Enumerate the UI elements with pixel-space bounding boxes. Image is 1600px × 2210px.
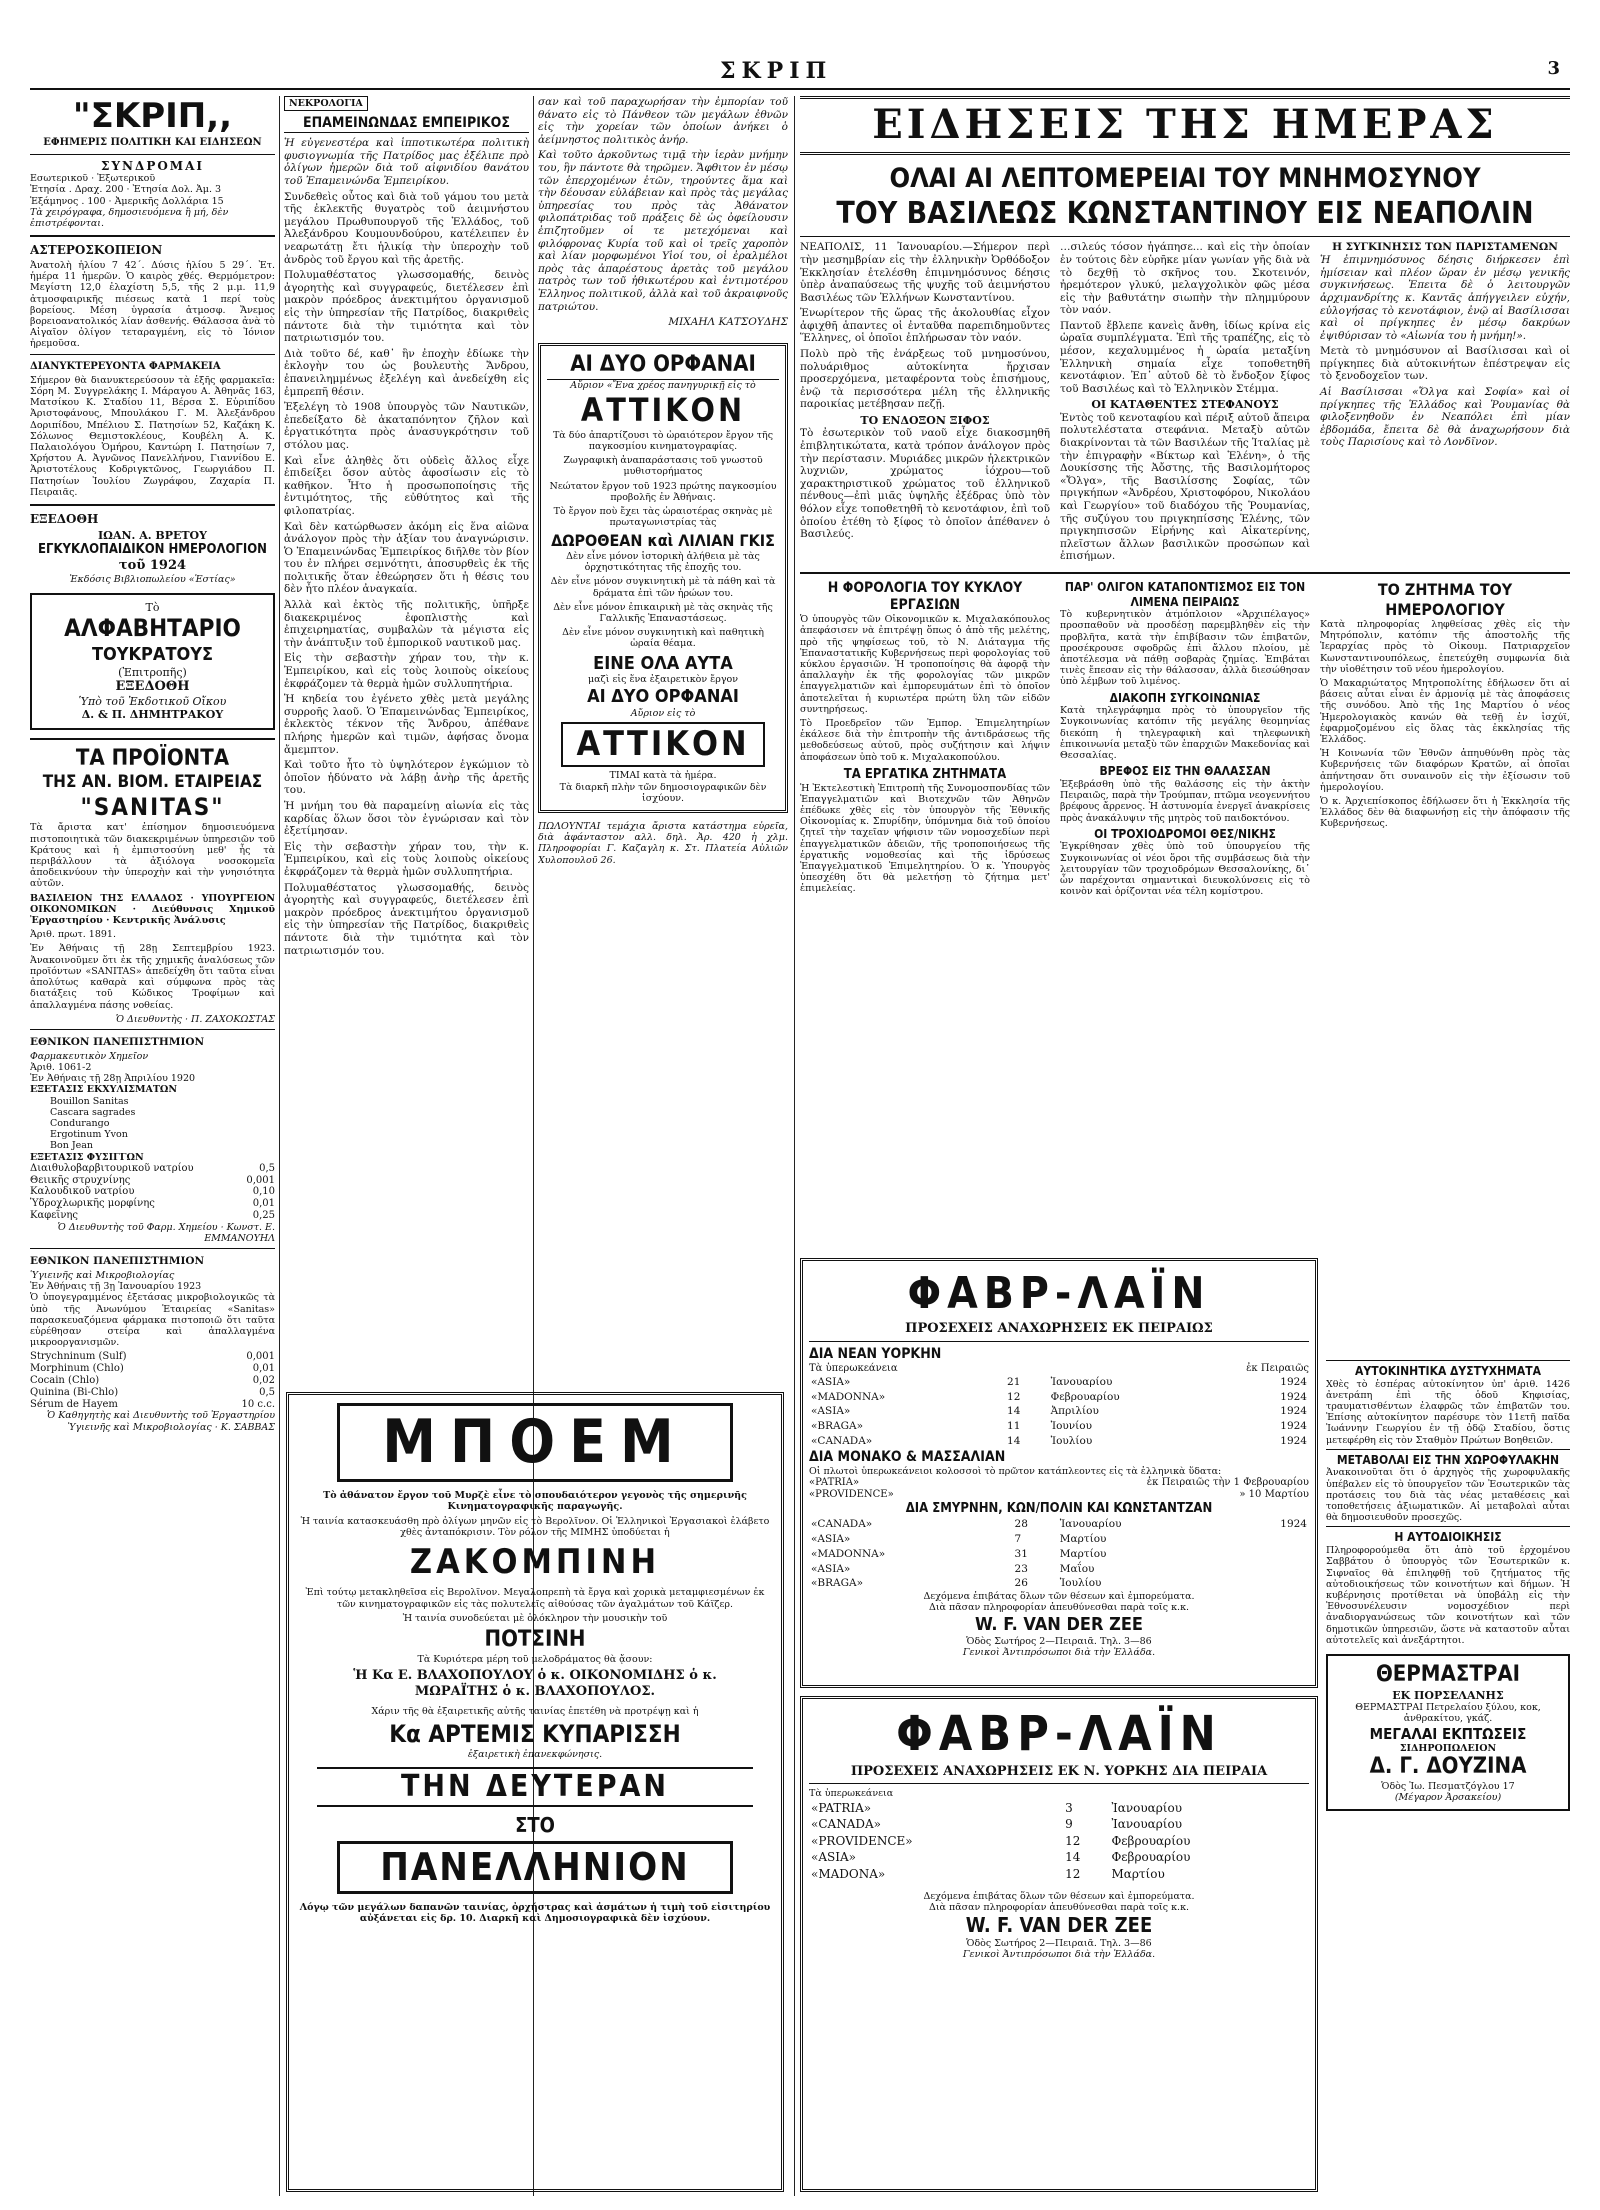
fabre2-addr: Ὁδὸς Σωτήρος 2—Πειραιᾶ. Τηλ. 3—86 — [966, 1937, 1152, 1949]
attikon-title: ΑΙ ΔΥΟ ΟΡΦΑΝΑΙ — [547, 352, 779, 380]
cal-para: Ἡ Κοινωνία τῶν Ἐθνῶν ἀπηυθύνθη πρὸς τὰς Κυβερνήσεις τῶν διαφόρων Κρατῶν, αἱ ὁποῖαι ἀπήντησαν ὅτι συναινοῦν εἰς τὴν ἐξίσωσιν τοῦ ἡμερολογίου. — [1320, 748, 1570, 793]
published-year: τοῦ 1924 — [118, 557, 187, 573]
boem-singers1: Ἡ Κα Ε. ΒΛΑΧΟΠΟΥΛΟΥ ὁ κ. ΟΙΚΟΝΟΜΙΔΗΣ ὁ κ. — [353, 1668, 717, 1684]
auto-text: Πληροφορούμεθα ὅτι ἀπὸ τοῦ ἐρχομένου Σαββάτου ὁ ὑπουργὸς τῶν Ἐσωτερικῶν κ. Σιφναῖος θὰ ἐπιληφθῇ τοῦ ζητήματος τῆς αὐτοδιοικήσεως τῶν κοινοτήτων καὶ δήμων. Ἡ κυβέρνησις προτίθεται νὰ ὑποβάλῃ εἰς τὴν Ἐθνοσυνέλευσιν νομοσχέδιον περὶ ἀναδιοργανώσεως τῶν κοινοτήτων καὶ τῶν δημοτικῶν ὑπηρεσιῶν, ὥστε νὰ καταστοῦν αὗται αὐτοτελεῖς καὶ ἀνεξάρτητοι. — [1326, 1545, 1570, 1646]
work-text: Ἡ Ἐκτελεστικὴ Ἐπιτροπὴ τῆς Συνομοσπονδίας τῶν Ἐπαγγελματιῶν καὶ Βιοτεχνῶν τῶν Ἀθηνῶν ἐπέδωκε χθὲς εἰς τὸν ὑπουργὸν τῆς Ἐθνικῆς Οἰκονομίας κ. Σπυρίδην, ὑπόμνημα διὰ τοῦ ὁποίου ζητεῖ τὴν ταχεῖαν ψήφισιν τῶν νομοσχεδίων περὶ ἐπαγγελματικῶν ἀδειῶν, τῆς τροποποιήσεως τῆς ἐργατικῆς νομοθεσίας καὶ τῆς ἱδρύσεως Ἐπαγγελματικοῦ Ἐπιμελητηρίου. Ὁ κ. Ὑπουργὸς ὑπεσχέθη ὅτι θὰ μελετήσῃ τὸ ζήτημα μετ' ἐπιμελείας. — [800, 782, 1050, 895]
port-text: Τὸ κυβερνητικὸν ἀτμόπλοιον «Ἀρχιπέλαγος» προσπαθοῦν νὰ προσδέσῃ παρεμβληθὲν εἰς τὴν προβλῆτα, κατὰ τὴν ἐπιβίβασιν τῶν ἐπιβατῶν, προσέκρουσε σφοδρῶς ἐπὶ ἄλλου πλοίου, μὲ ἀποτέλεσμα νὰ πάθῃ σοβαρὰς ζημίας. Ἐπιβάται τινὲς ἔπεσαν εἰς τὴν θάλασσαν, ἀλλὰ διεσώθησαν ὑπὸ λέμβων τοῦ λιμένος. — [1060, 609, 1310, 688]
therm-text: ΘΕΡΜΑΣΤΡΑΙ Πετρελαίου ξύλου, κοκ, ἀνθρακίτου, γκάζ. — [1355, 1702, 1541, 1725]
attikon-slogan: ΕΙΝΕ ΟΛΑ ΑΥΤΑ — [593, 652, 733, 674]
alpha-pub2: Δ. & Π. ΔΗΜΗΤΡΑΚΟΥ — [81, 708, 224, 722]
lead-para: Ἡ ἐπιμνημόσυνος δέησις διήρκεσεν ἐπὶ ἡμίσειαν καὶ πλέον ὥραν ἐν μέσῳ γενικῆς συγκινήσεως. Ἐπειτα δὲ ὁ λειτουργῶν ἀρχιμανδρίτης κ. Καντᾶς ἀπήγγειλεν εὐχήν, εὐλογήσας τὸ κενοτάφιον, ἐνῷ αἱ Βασίλισσαι καὶ οἱ πρίγκηπες ἐν μέσῳ δακρύων ἐψιθύρισαν τὸ «Αἰωνία του ἡ μνήμη!». — [1320, 254, 1570, 342]
table-row: «MADONNA» 12 Φεβρουαρίου 1924 — [811, 1390, 1307, 1403]
column-3 — [538, 96, 788, 1386]
fabre1-sm-table — [809, 1517, 1309, 1591]
fabre2-info: Διὰ πᾶσαν πληροφορίαν ἀπευθύνεσθαι παρὰ τοῖς κ.κ. — [928, 1901, 1190, 1913]
attikon-name2: ΑΤΤΙΚΟΝ — [561, 722, 765, 767]
lead-col-c — [1320, 241, 1570, 566]
sanitas-sign: Ὁ Διευθυντὴς · Π. ΖΑΧΟΚΩΣΤΑΣ — [115, 1013, 275, 1025]
published-title: ΕΞΕΔΟΘΗ — [30, 511, 99, 526]
lead-col-b — [1060, 241, 1310, 566]
pharmacies-title: ΔΙΑΝΥΚΤΕΡΕΥΟΝΤΑ ΦΑΡΜΑΚΕΙΑ — [30, 360, 221, 372]
fabre2-table — [809, 1800, 1309, 1883]
baby-text: Ἐξεβράσθη ὑπὸ τῆς θαλάσσης εἰς τὴν ἀκτὴν Πειραιῶς, παρὰ τὴν Τρούμπαν, πτῶμα νεογεννήτου βρέφους ἄρρενος. Ἡ ἀστυνομία ἐνεργεῖ ἀνακρίσεις πρὸς ἀνακάλυψιν τῆς μητρὸς τοῦ παιδοκτόνου. — [1060, 778, 1310, 824]
uni2-row: Sérum de Hayem 10 c.c. — [30, 1398, 275, 1410]
therm-ad — [1326, 1654, 1570, 1811]
necro-para: Ἡ μνήμη του θὰ παραμείνῃ αἰωνία εἰς τὰς καρδίας ὅλων ὅσοι τὸν ἐγνώρισαν καὶ τὸν ἐξετίμησαν. — [284, 799, 529, 838]
alphabet-ad — [30, 593, 275, 730]
auto-title: Η ΑΥΤΟΔΙΟΙΚΗΣΙΣ — [1326, 1526, 1570, 1545]
uni-exam: ΕΞΕΤΑΣΙΣ ΕΚΧΥΛΙΣΜΑΤΩΝ — [30, 1084, 178, 1096]
uni-num: Ἀριθ. 1061-2 — [30, 1061, 92, 1073]
necro-para: Ἀλλὰ καὶ ἐκτὸς τῆς πολιτικῆς, ὑπῆρξε διακεκριμένος ἐφοπλιστὴς καὶ ἐπιχειρηματίας, συμβαλὼν τὰ μέγιστα εἰς τὴν ἀνάπτυξιν τοῦ ἐμπορικοῦ ναυτικοῦ μας. — [284, 599, 529, 649]
column-2 — [284, 96, 529, 1386]
uni-list2-row: Καλουδικοῦ νατρίου 0,10 — [30, 1186, 275, 1198]
uni2-date: Ἐν Ἀθήναις τῇ 3ῃ Ἰανουαρίου 1923 — [30, 1281, 202, 1293]
boem-p4: Ἡ ταινία συνοδεύεται μὲ ὁλόκληρον τὴν μουσικὴν τοῦ — [402, 1612, 668, 1624]
uni-list2-row: Διαιθυλοβαρβιτουρικοῦ νατρίου 0,5 — [30, 1162, 275, 1174]
necro-para: Συνδεθεὶς οὗτος καὶ διὰ τοῦ γάμου του μετὰ τῆς ἐκλεκτῆς θυγατρὸς τοῦ ἀειμνήστου μεγάλου Πρωθυπουργοῦ τῆς Ἑλλάδος, τοῦ Ἀλεξάνδρου Κουμουνδούρου, κατέλειπεν ἐν νεαρωτάτῃ ἔτι ἡλικίᾳ τὴν ὑπεροχὴν τοῦ ἀνδρὸς τοῦ ἔργου καὶ τῆς ἀρετῆς. — [284, 190, 529, 266]
uni-item: Cascara sagrades — [50, 1106, 136, 1118]
lead-sub: Η ΣΥΓΚΙΝΗΣΙΣ ΤΩΝ ΠΑΡΙΣΤΑΜΕΝΩΝ — [1332, 241, 1558, 254]
necro-para: Ἐξελέγη τὸ 1908 ὑπουργὸς τῶν Ναυτικῶν, ἐπεδείξατο δὲ ἀκαταπόνητον ζῆλον καὶ ἐργατικότητα πρὸς ἀνασυγκρότησιν τοῦ στόλου μας. — [284, 401, 529, 451]
table-row: «ASIA» 14 Φεβρουαρίου — [811, 1850, 1191, 1865]
uni2-text: Ὁ ὑπογεγραμμένος ἐξετάσας μικροβιολογικῶς τὰ ὑπὸ τῆς Ἀνωνύμου Ἑταιρείας «Sanitas» παρασκευαζόμενα φάρμακα πιστοποιῶ ὅτι ταῦτα εὑρέθησαν στείρα καὶ ἀπαλλαγμένα μικροοργανισμῶν. — [30, 1292, 275, 1349]
alpha-to: Τὸ — [145, 600, 160, 614]
necro-para: Πολυμαθέστατος γλωσσομαθής, δεινὸς ἀγορητὴς καὶ συγγραφεύς, διετέλεσεν ἐπὶ μακρὸν πρόεδρος ἀνεκτιμήτου ὀργανισμοῦ εἰς τὴν ὑπηρεσίαν τῆς Πατρίδος, διακριθεὶς πάντοτε διὰ τὴν τιμιότητα καὶ τὸν πατριωτισμόν του. — [284, 881, 529, 957]
attikon-ad — [538, 343, 788, 813]
necro-para: Πολυμαθέστατος γλωσσομαθής, δεινὸς ἀγορητὴς καὶ συγγραφεύς, διετέλεσεν ἐπὶ μακρὸν πρόεδρος ἀνεκτιμήτου ὀργανισμοῦ εἰς τὴν ὑπηρεσίαν τῆς Πατρίδος, διακριθεὶς πάντοτε διὰ τὴν τιμιότητα καὶ τὸν πατριωτισμόν του. — [284, 269, 529, 345]
uni2-title: ΕΘΝΙΚΟΝ ΠΑΝΕΠΙΣΤΗΜΙΟΝ — [30, 1255, 205, 1268]
tel-text: Κατὰ τηλεγράφημα πρὸς τὸ ὑπουργεῖον τῆς Συγκοινωνίας κατόπιν τῆς μεγάλης θεομηνίας διεκόπη ἡ τηλεγραφικὴ καὶ τηλεφωνικὴ ἐπικοινωνία μεταξὺ τῶν ἐπαρχιῶν Μακεδονίας καὶ Θεσσαλίας. — [1060, 705, 1310, 762]
uni-list2-row: Ὑδροχλωρικῆς μορφίνης 0,01 — [30, 1198, 275, 1210]
uni-list2-row: Καφεΐνης 0,25 — [30, 1209, 275, 1221]
fabre1-ny-table — [809, 1375, 1309, 1449]
fabre2-name: ΦΑΒΡ-ΛΑΪΝ — [896, 1706, 1222, 1762]
boem-day: ΤΗΝ ΔΕΥΤΕΡΑΝ — [317, 1767, 753, 1808]
attikon-title2: ΑΙ ΔΥΟ ΟΡΦΑΝΑΙ — [587, 685, 739, 707]
fabre1-info: Διὰ πᾶσαν πληροφορίαν ἀπευθύνεσθαι παρὰ τοῖς κ.κ. — [928, 1602, 1190, 1614]
attikon-line: Τὸ ἔργον ποὺ ἔχει τὰς ὡραιοτέρας σκηνὰς μὲ πρωταγωνιστρίας τὰς — [553, 505, 773, 529]
table-row: «PATRIA» ἐκ Πειραιῶς τὴν 1 Φεβρουαρίου — [809, 1477, 1309, 1489]
necrology-label: ΝΕΚΡΟΛΟΓΙΑ — [284, 96, 368, 111]
lead-sub: ΟΙ ΚΑΤΑΘΕΝΤΕΣ ΣΤΕΦΑΝΟΥΣ — [1091, 398, 1279, 412]
column-1 — [30, 96, 275, 2196]
fabre1-freight: Δεχόμενα ἐπιβάτας ὅλων τῶν θέσεων καὶ ἐμπορεύματα. — [923, 1591, 1195, 1603]
attikon-line: Δὲν εἶνε μόνον ἱστορικὴ ἀλήθεια μὲ τὰς ὀρχηστικότητας τῆς ἐποχῆς του. — [566, 550, 760, 574]
subscription-line: Ἑξάμηνος . 100 · Ἀμερικῆς Δολλάρια 15 — [30, 195, 224, 207]
fabre2-gen: Γενικοὶ Ἀντιπρόσωποι διὰ τὴν Ἑλλάδα. — [962, 1948, 1156, 1960]
lead-para: Παντοῦ ἔβλεπε κανεὶς ἄνθη, ἰδίως κρίνα εἰς ὡραῖα συμπλέγματα. Ἐπὶ τῆς τραπέζης, εἰς τὸ μέσον, κεχαλυμμένος ἡ ὡραία μεταξίνη Ἑλληνικὴ σημαία εἶχε τοποθετηθῆ κενοτάφιον. Ἐπ᾽ αὐτοῦ δὲ τὸ ἔνδοξον ξίφος τοῦ Βασιλέως καὶ τὸ Ἑλληνικὸν Στέμμα. — [1060, 319, 1310, 395]
fabre1-ny-head: Τὰ ὑπερωκεάνεια ἐκ Πειραιῶς — [809, 1362, 1309, 1374]
uni-title: ΕΘΝΙΚΟΝ ΠΑΝΕΠΙΣΤΗΜΙΟΝ — [30, 1035, 205, 1048]
boem-composer: ΠΟΤΣΙΝΗ — [484, 1627, 586, 1653]
boem-p1: Τὸ ἀθάνατον ἔργον τοῦ Μυρζὲ εἶνε τὸ σπουδαιότερον γεγονὸς τῆς σημερινῆς Κινηματογραφικῆς παραγωγῆς. — [323, 1490, 747, 1513]
attikon-slogan2: μαζὶ εἰς ἕνα ἐξαιρετικὸν ἔργον — [587, 674, 739, 686]
cont-sign: ΜΙΧΑΗΛ ΚΑΤΣΟΥΔΗΣ — [668, 316, 788, 329]
page-number: 3 — [1547, 58, 1560, 79]
rail-text: Ἐγκρίθησαν χθὲς ὑπὸ τοῦ ὑπουργείου τῆς Συγκοινωνίας οἱ νέοι ὅροι τῆς συμβάσεως διὰ τὴν λειτουργίαν τῶν τροχιοδρόμων Θεσσαλονίκης, δι᾽ ὧν παρέχονται σημαντικαὶ διευκολύνσεις εἰς τὸ κοινὸν καὶ ὁρίζονται νέα τέλη κομίστρου. — [1060, 841, 1310, 898]
sanitas-text: Τὰ ἄριστα κατ' ἐπίσημον δημοσιευόμενα πιστοποιητικὰ τῶν διακεκριμένων ὑπηρεσιῶν τοῦ Κράτους καὶ ἡ ἐμπιστοσύνη μεθ' ἧς τὰ περιβάλλουν τὰ ἀξιόλογα νοσοκομεῖα ἀποδεικνύουν τὴν ὑπεροχὴν καὶ τὴν γνησιότητα αὐτῶν. — [30, 822, 275, 890]
cal-para: Κατὰ πληροφορίας ληφθείσας χθὲς εἰς τὴν Μητρόπολιν, κατόπιν τῆς ἀποστολῆς τῆς Ἱεραρχίας πρὸς τὸ Οἰκουμ. Πατριαρχεῖον Κωνσταντινουπόλεως, ἐπετεύχθη συμφωνία διὰ τὴν υἱοθέτησιν τοῦ νέου ἡμερολογίου. — [1320, 619, 1570, 675]
therm-shop: ΣΙΔΗΡΟΠΩΛΕΙΟΝ — [1399, 1742, 1497, 1754]
pharmacies-text: Σήμερον θὰ διανυκτερεύσουν τὰ ἑξῆς φαρμακεῖα: Σόρη Μ. Συγγρελάκης Ι. Μάραγου Α. Ἀθηνᾶς 163, Ματσίκου Κ. Σταδίου 11, Βέρσα Σ. Εὐριπίδου Ἀριστοφάνους, Μπουλάκου Γ. Μ. Ἀλεξάνδρου Δοριπίδου, Μπέλιου Σ. Πατησίων 52, Καζάκη Κ. Σόλωνος Θεμιστοκλέους, Κουβέλη Α. Κ. Παλαιολόγου Ὁμήρου, Καντώρη Ι. Πατησίων 7, Χρήστου Α. Ἀγνῶνος Πανελλήνου, Γιαννίδου Ε. Ἀριστοτέλους Κοδριγκτῶνος, Γεωργιάδου Π. Πατησίων Ἰουλίου Ζωγράφου, Ζαχαρία Π. Πειραιᾶς. — [30, 374, 275, 498]
fabre1-gen: Γενικοὶ Ἀντιπρόσωποι διὰ τὴν Ἑλλάδα. — [962, 1646, 1156, 1658]
sanitas-h3: "SANITAS" — [80, 793, 225, 822]
fabre2-sub: ΠΡΟΣΕΧΕΙΣ ΑΝΑΧΩΡΗΣΕΙΣ ΕΚ Ν. ΥΟΡΚΗΣ ΔΙΑ ΠΕΙΡΑΙΑ — [850, 1763, 1268, 1779]
published-publisher: ΙΩΑΝ. Α. ΒΡΕΤΟΥ — [98, 528, 207, 542]
fabre1-ny-title: ΔΙΑ ΝΕΑΝ ΥΟΡΚΗΝ — [809, 1345, 942, 1362]
uni2-row: Cocain (Chlo) 0,02 — [30, 1374, 275, 1386]
necrology-title: ΕΠΑΜΕΙΝΩΝΔΑΣ ΕΜΠΕΙΡΙΚΟΣ — [284, 115, 529, 133]
table-row: «ASIA» 14 Ἀπριλίου 1924 — [811, 1405, 1307, 1418]
rail-title: ΟΙ ΤΡΟΧΙΟΔΡΟΜΟΙ ΘΕΣ/ΝΙΚΗΣ — [1094, 826, 1276, 841]
table-row: «BRAGA» 26 Ἰουλίου — [811, 1577, 1102, 1590]
lead-para: ΝΕΑΠΟΛΙΣ, 11 Ἰανουαρίου.—Σήμερον περὶ τὴν μεσημβρίαν εἰς τὴν ἐλληνικὴν Ὀρθόδοξον Ἐκκλησίαν ἐτελέσθη ἐπιμνημόσυνος δέησις ὑπὲρ ἀναπαύσεως τῆς ψυχῆς τοῦ ἀειμνήστου Βασιλέως τῶν Ἑλλήνων Κωνσταντίνου. — [800, 241, 1050, 304]
boem-at: ΣΤΟ — [515, 1813, 555, 1838]
boem-venue: ΠΑΝΕΛΛΗΝΙΟΝ — [337, 1841, 733, 1893]
therm-title: ΘΕΡΜΑΣΤΡΑΙ — [1375, 1661, 1521, 1687]
uni-list2-title: ΕΞΕΤΑΣΙΣ ΦΥΣΙΓΓΩΝ — [30, 1151, 144, 1163]
uni2-row: Quinina (Bi-Chlo) 0,5 — [30, 1386, 275, 1398]
boem-p5: Τὰ Κυριότερα μέρη τοῦ μελοδράματος θὰ ᾄσουν: — [417, 1653, 653, 1665]
boem-title: ΜΠΟΕΜ — [337, 1403, 733, 1482]
table-row: «MADONA» 12 Μαρτίου — [811, 1867, 1165, 1882]
cal-para: Ὁ κ. Ἀρχιεπίσκοπος ἐδήλωσεν ὅτι ἡ Ἐκκλησία τῆς Ἑλλάδος δὲν θὰ διαφωνήσῃ εἰς τὴν ἀπόφασιν τῆς Κυβερνήσεως. — [1320, 796, 1570, 830]
uni2-row: Strychninum (Sulf) 0,001 — [30, 1351, 275, 1363]
alpha-ex: ΕΞΕΔΟΘΗ — [115, 678, 190, 694]
therm-sale: ΜΕΓΑΛΑΙ ΕΚΠΤΩΣΕΙΣ — [1369, 1724, 1527, 1743]
cont-para: Καὶ τοῦτο ἀρκοῦντως τιμᾷ τὴν ἱερὰν μνήμην του, ἣν πάντοτε θὰ τηρῶμεν. Ἄφθιτον ἐν μέσῳ τῶν ἐπερχομένων ἐτῶν, τηρούντες ἅμα καὶ τὴν δέουσαν εὐλάβειαν καὶ πρὸς τὰς μεγάλας ὑπηρεσίας του πρὸς τὰς Ἀθάνατον φιλοπάτριδας τοῦ πράξεις δὲ ὡς ὀφείλουσιν ἐπιζητοῦμεν οἱ τε μετεχόμεναι καὶ φιλόφρονας Κυρία τοῦ καὶ οἱ τρεῖς χαροπὸν καὶ λίαν μορφωμένοι Υἱοί του, οἱ ἐραλμέλοι πρὸς τὰς ἀπαρέστους ἀρετὰς τοῦ μεγάλου πατρὸς των τοῦ ἠθικωτέρου καὶ ἐντιμοτέρου Ἑλληνος πολιτικοῦ, ἀλλὰ καὶ τοῦ ἀκραιφνοῦς πατριώτου. — [538, 149, 788, 313]
uni-date: Ἐν Ἀθήναις τῇ 28ῃ Ἀπριλίου 1920 — [30, 1073, 196, 1085]
table-row: «ASIA» 21 Ἰανουαρίου 1924 — [811, 1375, 1307, 1388]
cal-para: Ὁ Μακαριώτατος Μητροπολίτης ἐδήλωσεν ὅτι αἱ βάσεις αὗται εἶναι ἐν ἁρμονίᾳ μὲ τὰς ἀποφάσεις τῆς συνόδου. Ἀπὸ τῆς 1ης Μαρτίου ὁ νέος Ἡμερολογιακὸς κανών θὰ τεθῇ ἐν ἰσχύϊ, ἐφαρμοζομένου εἰς ὅλας τὰς ἐκκλησίας τῆς Ἑλλάδος. — [1320, 678, 1570, 746]
baby-title: ΒΡΕΦΟΣ ΕΙΣ ΤΗΝ ΘΑΛΑΣΣΑΝ — [1099, 764, 1271, 779]
lead-columns — [800, 241, 1570, 566]
running-header — [30, 58, 1570, 90]
fabre2-freight: Δεχόμενα ἐπιβάτας ὅλων τῶν θέσεων καὶ ἐμπορεύματα. — [923, 1890, 1195, 1902]
fisc-text: Ὁ ὑπουργὸς τῶν Οἰκονομικῶν κ. Μιχαλακόπουλος ἀπεφάσισεν νὰ ἐπιτρέψῃ ὅπως ὁ ἀπὸ τῆς μελέτης, πρὸ τῆς ψηφίσεως τοῦ, τὸ Ν. Διάταγμα τῆς Ἐπαναστατικῆς Κυβερνήσεως περὶ φορολογίας τοῦ κύκλου ἐργασιῶν. Ἡ τροποποίησις θὰ ἀφορᾷ τὴν ἀπαλλαγὴν ἐκ τῆς φορολογίας τῶν μικρῶν ἐπαγγελματιῶν καὶ ἐμπορευμάτων ἐπὶ τὸ ὁποῖον ἀποτελεῖται ἡ κυριωτέρα πρώτη ὕλη τῶν εἰδῶν συντηρήσεως. — [800, 614, 1050, 715]
fabre1-sub: ΠΡΟΣΕΧΕΙΣ ΑΝΑΧΩΡΗΣΕΙΣ ΕΚ ΠΕΙΡΑΙΩΣ — [905, 1320, 1213, 1336]
chor-text: Ἀνακοινοῦται ὅτι ὁ ἀρχηγὸς τῆς χωροφυλακῆς ὑπέβαλεν εἰς τὸ ὑπουργεῖον τῶν Ἐσωτερικῶν τὰς προτάσεις του διὰ τὰς νέας μεταθέσεις καὶ τοποθετήσεις ἀξιωματικῶν. Αἱ μεταβολαὶ αὗται θὰ δημοσιευθοῦν προσεχῶς. — [1326, 1467, 1570, 1524]
alpha-title: ΑΛΦΑΒΗΤΑΡΙΟ — [64, 614, 241, 643]
table-row: «CANADA» 28 Ἰανουαρίου 1924 — [811, 1518, 1307, 1531]
lead-sub: ΤΟ ΕΝΔΟΞΟΝ ΞΙΦΟΣ — [860, 414, 990, 428]
table-row: «CANADA» 9 Ἰανουαρίου — [811, 1817, 1183, 1832]
published-book: ΕΓΚΥΚΛΟΠΑΙΔΙΚΟΝ ΗΜΕΡΟΛΟΓΙΟΝ — [38, 542, 267, 557]
table-row: «CANADA» 14 Ἰουλίου 1924 — [811, 1434, 1307, 1447]
uni2-sign: Ὁ Καθηγητὴς καὶ Διευθυντὴς τοῦ Ἐργαστηρίου Ὑγιεινῆς καὶ Μικροβιολογίας · Κ. ΣΑΒΒΑΣ — [47, 1410, 275, 1433]
car-text: Χθὲς τὸ ἑσπέρας αὐτοκίνητον ὑπ' ἀριθ. 1426 ἀνετράπη ἐπὶ τῆς ὁδοῦ Κηφισίας, τραυματισθέντων ἐλαφρῶς τῶν ἐπιβατῶν του. Ἐπίσης αὐτοκίνητον παρέσυρε τὸν 11ετῆ παῖδα Ἰωάννην Γεωργίου ἐν τῇ ὁδῷ Σταδίου, ὅστις μετεφέρθη εἰς τὸν Σταθμὸν Πρώτων Βοηθειῶν. — [1326, 1378, 1570, 1446]
subscription-note: Τὰ χειρόγραφα, δημοσιευόμενα ἢ μή, δὲν ἐπιστρέφονται. — [30, 206, 229, 230]
uni-list2-row: Θειικῆς στρυχνίνης 0,001 — [30, 1174, 275, 1186]
boem-p7: ἐξαιρετικὴ ἐπανεκφώνησις. — [467, 1749, 603, 1761]
attikon-name: ΑΤΤΙΚΟΝ — [580, 390, 746, 429]
subscription-line: Ἐτησία . Δραχ. 200 · Ἐτησία Δολ. Ἀμ. 3 — [30, 184, 222, 196]
lead-headline-1: ΟΛΑΙ ΑΙ ΛΕΠΤΟΜΕΡΕΙΑΙ ΤΟΥ ΜΝΗΜΟΣΥΝΟΥ — [889, 162, 1481, 194]
fabre2-intro: Τὰ ὑπερωκεάνεια — [809, 1788, 894, 1800]
necro-para: Ἡ εὐγενεστέρα καὶ ἱπποτικωτέρα πολιτικὴ φυσιογνωμία τῆς Πατρίδος μας ἐξέλιπε πρὸ ὀλίγων ἡμερῶν διὰ τοῦ αἰφνιδίου θανάτου τοῦ Ἐπαμεινώνδα Ἐμπειρίκου. — [284, 137, 529, 188]
fabre1-mm-title: ΔΙΑ ΜΟΝΑΚΟ & ΜΑΣΣΑΛΙΑΝ — [809, 1448, 1006, 1465]
therm-addr: Ὁδὸς Ἰω. Πεσματζόγλου 17 — [1381, 1780, 1515, 1792]
necro-para: Ἡ κηδεία του ἐγένετο χθὲς μετὰ μεγάλης συρροῆς λαοῦ. Ὁ Ἐπαμεινώνδας Ἐμπειρίκος, ἐκλεκτὸς τέκνον τῆς Ἄνδρου, ἀπέθανε πλήρης ἡμερῶν καὶ τιμῶν, ἀφήσας ὄνομα ἄμεμπτον. — [284, 693, 529, 756]
boem-p3: Ἐπὶ τούτῳ μετακληθεῖσα εἰς Βερολῖνον. Μεγαλοπρεπὴ τὰ ἔργα καὶ χορικὰ μεταμφιεσμένων ἐκ τῶν κινηματογραφικῶν εἰς τὰς πολυτελεῖς αἰθούσας τῶν ἀγαλμάτων τοῦ Κάϊζερ. — [305, 1587, 765, 1610]
necro-para: Εἰς τὴν σεβαστὴν χήραν του, τὴν κ. Ἐμπειρίκου, καὶ εἰς τοὺς λοιποὺς οἰκείους ἐκφράζομεν τὰ θερμὰ ἡμῶν συλλυπητήρια. — [284, 652, 529, 690]
chor-title: ΜΕΤΑΒΟΛΑΙ ΕΙΣ ΤΗΝ ΧΩΡΟΦΥΛΑΚΗΝ — [1326, 1449, 1570, 1468]
sanitas-num: Ἀριθ. πρωτ. 1891. — [30, 929, 116, 941]
lead-col-a — [800, 241, 1050, 566]
attikon-line: Ζωγραφικὴ ἀναπαράστασις τοῦ γνωστοῦ μυθιστορήματος — [563, 455, 763, 478]
necro-para: Εἰς τὴν σεβαστὴν χήραν του, τὴν κ. Ἐμπειρίκου, καὶ εἰς τοὺς λοιποὺς οἰκείους ἐκφράζομεν τὰ θερμὰ ἡμῶν συλλυπητήρια. — [284, 840, 529, 878]
published-note: Ἐκδόσις Βιβλιοπωλείου «Ἑστίας» — [69, 573, 236, 585]
sanitas-lab: ΒΑΣΙΛΕΙΟΝ ΤΗΣ ΕΛΛΑΔΟΣ · ΥΠΟΥΡΓΕΙΟΝ ΟΙΚΟΝΟΜΙΚΩΝ · Διεύθυνσις Χημικοῦ Ἐργαστηρίου · Κεντρικῆς Ἀνάλυσις — [30, 892, 275, 927]
table-row: «PATRIA» 3 Ἰανουαρίου — [811, 1800, 1183, 1815]
alpha-pub1: Ὑπὸ τοῦ Ἐκδοτικοῦ Οἴκου — [78, 694, 227, 708]
boem-lead: Κα ΑΡΤΕΜΙΣ ΚΥΠΑΡΙΣΣΗ — [389, 1720, 681, 1749]
boem-p6: Χάριν τῆς θὰ ἐξαιρετικῆς αὐτῆς ταινίας ἐπετέθη νὰ προτρέψῃ καὶ ἡ — [371, 1705, 699, 1717]
weather-title: ΑΣΤΕΡΟΣΚΟΠΕΙΟΝ — [30, 243, 163, 258]
attikon-line: Δὲν εἶνε μόνον συγκινητικὴ καὶ παθητικὴ ὡραία θέαμα. — [562, 627, 764, 650]
fabre1-sm-title: ΔΙΑ ΣΜΥΡΝΗΝ, ΚΩΝ/ΠΟΛΙΝ ΚΑΙ ΚΩΝΣΤΑΝΤΖΑΝ — [905, 1501, 1213, 1517]
necro-para: Καὶ εἶνε ἀληθὲς ὅτι οὐδεὶς ἄλλος εἶχε ἐπιδείξει ὅσον αὐτὸς ἀφοσίωσιν εἰς τὸ καθῆκον. Ἦτο ἡ προσωποποίησις τῆς ἐντιμότητος, τῆς εὐθύτητος καὶ τῆς φιλοπατρίας. — [284, 454, 529, 517]
table-row: «ASIA» 7 Μαρτίου — [811, 1533, 1107, 1546]
alpha-paren: (Ἐπιτροπῆς) — [118, 665, 187, 679]
sale-text: ΠΩΛΟΥΝΤΑΙ τεμάχια ἄριστα κατάστημα εὐρεῖα, διὰ ἀφάνταστον αλλ. δηλ. Ἀρ. 420 ἡ χλμ. Πληροφορίαι Γ. Καζαγλη κ. Στ. Πλατεία Αὐλιῶν Χυλοπουλοῦ 26. — [538, 820, 788, 866]
table-row: «ASIA» 23 Μαΐου — [811, 1562, 1095, 1575]
fisc-title: Η ΦΟΡΟΛΟΓΙΑ ΤΟΥ ΚΥΚΛΟΥ ΕΡΓΑΣΙΩΝ — [827, 579, 1023, 614]
lead-para: Ἐντὸς τοῦ κενοταφίου καὶ πέριξ αὐτοῦ ἄπειρα πολυτελέστατα στεφάνια. Μεταξὺ αὐτῶν διακρίνονται τὰ τῶν Βασιλέων τῆς Ἰταλίας μὲ τὴν ἐπιγραφὴν «Βίκτωρ καὶ Ἑλένη», ὁ τῆς Δουκίσσης τῆς Ἀὄστης, τῆς Βασιλομήτορος «Ὄλγα», τῆς Βασιλίσσης Σοφίας, τῶν πριγκήπων «Ἀνδρέου, Χριστοφόρου, Νικολάου καὶ Γεωργίου» τοῦ διαδόχου τῆς Ῥουμανίας, τῆς συζύγου του πριγκηπίσσης Ἑλένης, τῶν πριγκηπισσῶν Εἰρήνης καὶ Αἰκατερίνης, πλεῖστων ἄλλων βασιλικῶν προσώπων καὶ ἐπισήμων. — [1060, 411, 1310, 563]
therm-addr2: (Μέγαρον Ἀρσακείου) — [1394, 1792, 1502, 1804]
necro-para: Καὶ δὲν κατώρθωσεν ἀκόμη εἰς ἕνα αἰῶνα ἀνάλογον πρὸς τὴν ἀξίαν του ἀναγνώρισιν. Ὁ Ἐπαμεινώνδας Ἐμπειρίκος διῆλθε τὸν βίον του ἐν πλήρει σεμνότητι, ἀποσυρθεὶς ἐκ τῆς πολιτικῆς ὅταν ἐθεώρησεν ὅτι ἡ θέσις του δὲν ἦτο πλέον ἀναγκαία. — [284, 520, 529, 596]
news-col-c — [1320, 580, 1570, 900]
sanitas-h2: ΤΗΣ ΑΝ. ΒΙΟΜ. ΕΤΑΙΡΕΙΑΣ — [42, 772, 263, 793]
boem-foot: Λόγῳ τῶν μεγάλων δαπανῶν ταινίας, ὀρχήστρας καὶ ἀσμάτων ἡ τιμὴ τοῦ εἰσιτηρίου αὐξάνεται εἰς δρ. 10. Διαρκῆ καὶ Δημοσιογραφικὰ δὲν ἰσχύουν. — [299, 1901, 771, 1925]
car-title: ΑΥΤΟΚΙΝΗΤΙΚΑ ΔΥΣΤΥΧΗΜΑΤΑ — [1326, 1360, 1570, 1379]
weather-text: Ἀνατολὴ ἡλίου 7 42΄. Δύσις ἡλίου 5 29΄. Ἐτ. ἡμέρα 11 ἡμερῶν. Ὁ καιρὸς χθές. Θερμόμετρον: Μεγίστη 12,0 ἐλαχίστη 5,5, τῆς 2 μ.μ. 11,9 ἀτμοσφαιρικῆς πιέσεως κατὰ 1 περί τοὺς βορείους. Μέση ὑγρασία ἀτμοσφ. Ἄνεμος βορειοανατολικός λίαν ἀσθενής. Θάλασσα ἀνὰ τὸ Αἰγαῖον ὀλίγον τεταραγμένη, εἰς τὸ Ἰόνιον ἠρεμοῦσα. — [30, 259, 275, 350]
attikon-intro: Αὔριον «Ἔνα χρέος πανηγυρικῇ εἰς τὸ — [570, 379, 756, 391]
running-title: ΣΚΡΙΠ — [720, 58, 833, 84]
lead-para: Ἐνωρίτερον τῆς ὥρας τῆς ἀκολουθίας εἶχον ἀφιχθῆ ἁπαντες οἱ ἐνταῦθα παρεπιδημοῦντες Ἕλληνες, οἱ ὁποῖοι ἐπλήρωσαν τὸν ναόν. — [800, 307, 1050, 345]
attikon-line: Νεώτατον ἔργον τοῦ 1923 πρώτης παγκοσμίου προβολῆς ἐν Ἀθήναις. — [549, 480, 777, 503]
news-col-b — [1060, 580, 1310, 900]
therm-name: Δ. Γ. ΔΟΥΖΙΝΑ — [1369, 1754, 1527, 1780]
uni-item: Bon Jean — [50, 1140, 94, 1152]
table-row: «MADONNA» 31 Μαρτίου — [811, 1547, 1107, 1560]
therm-sub: ΕΚ ΠΟΡΣΕΛΑΝΗΣ — [1392, 1688, 1504, 1702]
fabre1-agent: W. F. VAN DER ZEE — [975, 1613, 1143, 1635]
cal-title: ΤΟ ΖΗΤΗΜΑ ΤΟΥ ΗΜΕΡΟΛΟΓΙΟΥ — [1377, 579, 1513, 619]
news-col-a — [800, 580, 1050, 900]
necro-para: Διὰ τοῦτο δέ, καθ᾽ ἣν ἐποχὴν ἐδίωκε τὴν ἐκλογὴν του ὡς βουλευτὴς Ἄνδρου, ἐπανειλημμένως ἐξελέγη καὶ ἀνεδείχθη εἰς ἐμπρεπῆ θέσιν. — [284, 347, 529, 398]
boem-ad — [286, 1392, 784, 2192]
fabre2-agent: W. F. VAN DER ZEE — [965, 1913, 1153, 1938]
necro-para: Καὶ τοῦτο ἦτο τὸ ὑψηλότερον ἐγκώμιον τὸ ὁποῖον ἠδύνατο νὰ λάβῃ ἀνὴρ τῆς ἀρετῆς του. — [284, 759, 529, 797]
lead-para: Τὸ ἐσωτερικὸν τοῦ ναοῦ εἶχε διακοσμηθῆ ἐπιβλητικώτατα, κατὰ τρόπον ἀνάλογον πρὸς τὴν περίστασιν. Μυριάδες μικρῶν ἠλεκτρικῶν λυχνιῶν, χρώματος ἰόχρου—τοῦ χαρακτηριστικοῦ χρώματος τοῦ ἑλληνικοῦ πένθους—ἐπὶ μιᾶς ὑψηλῆς ἐξέδρας ὑπὸ τὸν θόλον εἶχε τοποθετηθῆ τὸ κενοτάφιον, ἐπὶ τοῦ ὁποίου ἐτέθη τὸ ξίφος τὸ ὁποῖον ἀπέθανεν ὁ Βασιλεύς. — [800, 427, 1050, 541]
attikon-from: Αὔριον εἰς τὸ — [630, 707, 696, 719]
attikon-prices: ΤΙΜΑΙ κατὰ τὰ ἡμέρα. — [609, 770, 717, 782]
attikon-stars: ΔΩΡΟΘΕΑΝ καὶ ΛΙΛΙΑΝ ΓΚΙΣ — [551, 531, 775, 551]
lead-para: Πολὺ πρὸ τῆς ἐνάρξεως τοῦ μνημοσύνου, πολυάριθμος αὐτοκίνητα ἤρχισαν προσερχόμενα, μεταφέροντα τοὺς ἐπισήμους, ἐνῷ τὰ περισσότερα μέλη τῆς ἑλληνικῆς παροικίας μετέβησαν πεζῇ. — [800, 348, 1050, 411]
fabre1-addr: Ὁδὸς Σωτήρος 2—Πειραιᾶ. Τηλ. 3—86 — [966, 1635, 1152, 1647]
lead-para: Αἱ Βασίλισσαι «Ὄλγα καὶ Σοφία» καὶ οἱ πρίγκηπες τῆς Ἑλλάδος καὶ Ῥουμανίας θὰ φιλοξενηθοῦν ἐν Νεαπόλει ἐπὶ μίαν ἑβδομάδα, ἔπειτα δὲ θὰ ἀναχωρήσουν διὰ τοὺς Παρισίους καὶ τὸ Λονδῖνον. — [1320, 386, 1570, 449]
uni-sign: Ὁ Διευθυντὴς τοῦ Φαρμ. Χημείου · Κωνστ. Ε. ΕΜΜΑΝΟΥΗΛ — [57, 1221, 275, 1244]
lead-para: …σιλεύς τόσον ἠγάπησε... καὶ εἰς τὴν ὁποίαν ἐν τούτοις δὲν εὑρῆκε μίαν γωνίαν γῆς διὰ νὰ τὸ δεχθῇ τὸ σκῆνος του. Σκοτεινόν, ἠρεμότερον γλυκύ, μελαγχολικὸν φῶς μέσα εἰς τὴν βαθυτάτην σιωπὴν τὴν πλημμύρουν τὸν ναόν. — [1060, 241, 1310, 317]
uni2-sub: Ὑγιεινῆς καὶ Μικροβιολογίας — [30, 1269, 175, 1281]
boem-singers2: ΜΩΡΑΪΤΗΣ ὁ κ. ΒΛΑΧΟΠΟΥΛΟΣ. — [414, 1683, 656, 1699]
attikon-line: Τὰ δύο ἀπαρτίζουσι τὸ ὡραιότερον ἔργον τῆς παγκοσμίου κινηματογραφίας. — [552, 429, 774, 452]
lead-headline-2: ΤΟΥ ΒΑΣΙΛΕΩΣ ΚΩΝΣΤΑΝΤΙΝΟΥ ΕΙΣ ΝΕΑΠΟΛΙΝ — [836, 195, 1534, 231]
alpha-sub: ΤΟΥΚΡΑΤΟΥΣ — [91, 643, 214, 665]
attikon-line: Δὲν εἶνε μόνον ἐπικαιρικὴ μὲ τὰς σκηνὰς τῆς Γαλλικῆς Ἐπαναστάσεως. — [553, 601, 773, 624]
attikon-line: Δὲν εἶνε μόνον συγκινητικὴ μὲ τὰ πάθη καὶ τὰ δράματα ἐπὶ τῶν ἡρώων του. — [550, 576, 776, 599]
masthead: "ΣΚΡΙΠ,, — [72, 96, 233, 136]
sanitas-h1: ΤΑ ΠΡΟΪΟΝΤΑ — [75, 745, 230, 771]
boem-p2: Ἡ ταινία κατασκευάσθη πρὸ ὀλίγων μηνῶν εἰς τὸ Βερολῖνον. Οἱ Ἑλληνικοὶ Ἐργασιακοὶ ἐλάβετο χθὲς ἀνταπόκρισιν. Τὸν ρόλον τῆς ΜΙΜΗΣ ὑποδύεται ἡ — [300, 1515, 770, 1538]
port-title: ΠΑΡ' ΟΛΙΓΟΝ ΚΑΤΑΠΟΝΤΙΣΜΟΣ ΕΙΣ ΤΟΝ ΛΙΜΕΝΑ ΠΕΙΡΑΙΩΣ — [1064, 579, 1306, 609]
news-columns — [800, 580, 1570, 900]
table-row: «PROVIDENCE» 12 Φεβρουαρίου — [811, 1833, 1191, 1848]
cont-para: σαν καὶ τοῦ παραχωρήσαν τὴν ἐμπορίαν τοῦ θάνατο εἰς τὸ Πάνθεον τῶν μεγάλων ἐθνῶν εἰς τὴν χορείαν τῶν ὁποίων ἀνήκει ὁ ἀείμνηστος πολιτικὸς ἀνήρ. — [538, 96, 788, 146]
uni-item: Ergotinum Yvon — [50, 1129, 128, 1141]
tel-title: ΔΙΑΚΟΠΗ ΣΥΓΚΟΙΝΩΝΙΑΣ — [1109, 690, 1261, 705]
attikon-note: Τὰ διαρκῆ πλὴν τῶν δημοσιογραφικῶν δὲν ἰσχύουν. — [559, 781, 767, 804]
masthead-subtitle: ΕΦΗΜΕΡΙΣ ΠΟΛΙΤΙΚΗ ΚΑΙ ΕΙΔΗΣΕΩΝ — [43, 137, 262, 149]
fabre1-mm-intro: Οἱ πλωτοὶ ὑπερωκεάνειοι κολοσσοὶ τὸ πρῶτον κατάπλεοντες εἰς τὰ ἑλληνικὰ ὕδατα: — [809, 1465, 1222, 1477]
fabre-ad-2 — [800, 1696, 1318, 2192]
lead-para: Μετὰ τὸ μνημόσυνον αἱ Βασίλισσαι καὶ οἱ πρίγκηπες διὰ αὐτοκινήτων ἐπέστρεψαν εἰς τὸ ξενοδοχεῖον των. — [1320, 345, 1570, 383]
subscriptions-title: ΣΥΝΔΡΟΜΑΙ — [100, 158, 204, 173]
uni-item: Condurango — [50, 1117, 110, 1129]
subscription-line: Εσωτερικοῦ · Ἐξωτερικοῦ — [30, 173, 156, 185]
fabre-ad-1 — [800, 1258, 1318, 1688]
work-title: ΤΑ ΕΡΓΑΤΙΚΑ ΖΗΤΗΜΑΤΑ — [843, 766, 1007, 782]
table-row: «PROVIDENCE» » 10 Μαρτίου — [809, 1489, 1309, 1501]
fabre1-name: ΦΑΒΡ-ΛΑΪΝ — [907, 1268, 1211, 1319]
right-lower — [1326, 1360, 1570, 2192]
uni-item: Bouillon Sanitas — [50, 1095, 129, 1107]
table-row: «BRAGA» 11 Ἰουνίου 1924 — [811, 1420, 1307, 1433]
uni2-row: Morphinum (Chlo) 0,01 — [30, 1363, 275, 1375]
uni-sub: Φαρμακευτικὸν Χημεῖον — [30, 1050, 149, 1062]
news-banner: ΕΙΔΗΣΕΙΣ ΤΗΣ ΗΜΕΡΑΣ — [800, 96, 1570, 155]
boem-star: ΖΑΚΟΜΠΙΝΗ — [409, 1542, 661, 1582]
fisc-text2: Τὸ Προεδρεῖον τῶν Ἐμπορ. Ἐπιμελητηρίων ἐκάλεσε διὰ τὴν ἐπιτροπὴν τῆς ἀντιδράσεως τῆς μεθοδεύσεως αὐτοῦ, πρὸς συζήτησιν καὶ λήψιν ἀποφάσεων ὑπὸ τοῦ κ. Μιχαλακοπούλου. — [800, 717, 1050, 763]
sanitas-text2: Ἐν Ἀθήναις τῇ 28ῃ Σεπτεμβρίου 1923. Ἀνακοινοῦμεν ὅτι ἐκ τῆς χημικῆς ἀναλύσεως τῶν προϊόντων «SANITAS» ἀπεδείχθη ὅτι ταῦτα εἶναι ἀπολύτως καθαρὰ καὶ σύμφωνα πρὸς τὰς διατάξεις τοῦ Κώδικος Τροφίμων καὶ ἀπαλλαγμένα πάσης νοθείας. — [30, 943, 275, 1011]
